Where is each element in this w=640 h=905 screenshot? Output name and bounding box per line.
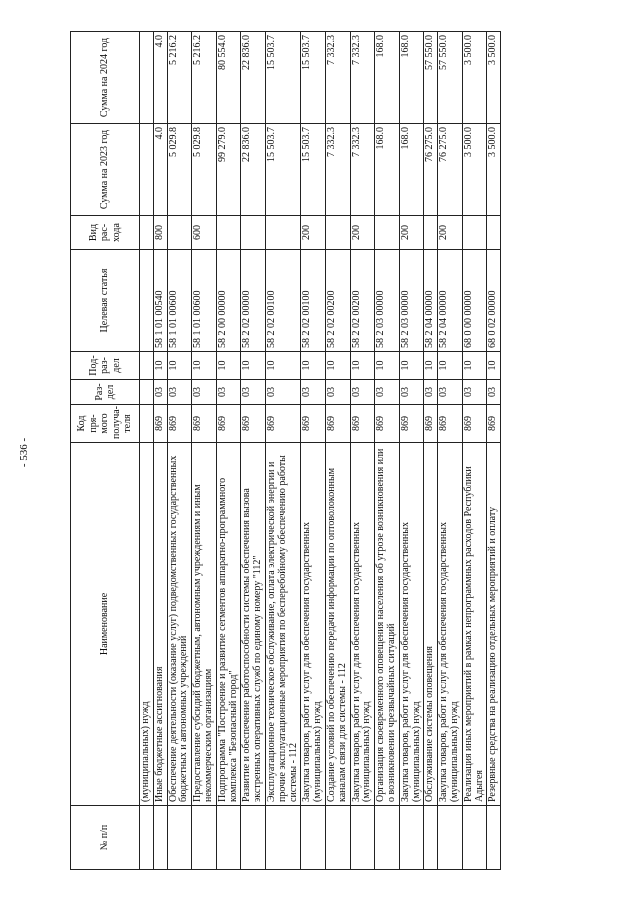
cell-cst: 58 2 02 00100 <box>265 250 300 352</box>
cell-razdel: 03 <box>167 380 192 405</box>
cell-sum-2024: 5 216.2 <box>167 32 192 124</box>
cell-sum-2023: 3 500.0 <box>487 124 501 216</box>
cell-sum-2023: 76 275.0 <box>424 124 438 216</box>
cell-cst: 58 1 01 00600 <box>167 250 192 352</box>
table-row <box>301 32 326 870</box>
header-num: № п/п <box>71 806 140 870</box>
cell-cst: 58 2 04 00000 <box>424 250 438 352</box>
cell-name: Закупка товаров, работ и услуг для обеспечения государственных (муниципальных) нужд <box>399 443 424 806</box>
table-row <box>140 32 154 870</box>
cell-razdel: 03 <box>462 380 487 405</box>
cell-vr <box>462 216 487 250</box>
cell-podrazdel: 10 <box>438 352 463 380</box>
cell-razdel: 03 <box>265 380 300 405</box>
cell-vr: 200 <box>350 216 375 250</box>
cell-cst: 58 2 02 00000 <box>241 250 266 352</box>
table-row <box>487 32 501 870</box>
budget-table <box>70 31 501 870</box>
cell-sum-2024: 7 332.3 <box>350 32 375 124</box>
cell-num <box>438 806 463 870</box>
cell-podrazdel: 10 <box>216 352 241 380</box>
cell-cst: 68 0 02 00000 <box>487 250 501 352</box>
cell-podrazdel: 10 <box>325 352 350 380</box>
cell-cst: 58 2 03 00000 <box>399 250 424 352</box>
cell-name: Обеспечение деятельности (оказание услуг) подведомственных государственных бюджетных и автономных учреждений <box>167 443 192 806</box>
cell-num <box>140 806 154 870</box>
cell-razdel: 03 <box>424 380 438 405</box>
cell-cst: 58 2 04 00000 <box>438 250 463 352</box>
header-cst: Целевая статья <box>71 250 140 352</box>
cell-kod <box>140 405 154 443</box>
cell-sum-2023: 22 836.0 <box>241 124 266 216</box>
cell-kod: 869 <box>241 405 266 443</box>
cell-name: (муниципальных) нужд <box>140 443 154 806</box>
cell-sum-2023: 15 503.7 <box>301 124 326 216</box>
cell-cst: 58 2 02 00200 <box>325 250 350 352</box>
cell-num <box>216 806 241 870</box>
cell-sum-2024: 168.0 <box>399 32 424 124</box>
cell-cst: 58 2 02 00100 <box>301 250 326 352</box>
cell-sum-2023: 15 503.7 <box>265 124 300 216</box>
cell-num <box>424 806 438 870</box>
cell-num <box>375 806 400 870</box>
table-row <box>399 32 424 870</box>
cell-razdel: 03 <box>301 380 326 405</box>
cell-sum-2023: 168.0 <box>375 124 400 216</box>
cell-cst: 58 1 01 00540 <box>153 250 167 352</box>
cell-kod: 869 <box>462 405 487 443</box>
cell-name: Подпрограмма "Построение и развитие сегментов аппаратно-программного комплекса "Безопасный город" <box>216 443 241 806</box>
cell-vr: 200 <box>438 216 463 250</box>
table-row <box>216 32 241 870</box>
cell-name: Эксплуатационное техническое обслуживание, оплата электрической энергии и прочие эксплуатационные мероприятия по бесперебойному обеспечению работы системы - 112 <box>265 443 300 806</box>
cell-razdel: 03 <box>438 380 463 405</box>
cell-podrazdel <box>140 352 154 380</box>
cell-vr <box>216 216 241 250</box>
cell-razdel: 03 <box>192 380 217 405</box>
cell-sum-2024: 15 503.7 <box>265 32 300 124</box>
cell-vr <box>375 216 400 250</box>
cell-podrazdel: 10 <box>375 352 400 380</box>
table-header-row <box>71 32 140 870</box>
cell-sum-2024: 7 332.3 <box>325 32 350 124</box>
cell-sum-2024: 168.0 <box>375 32 400 124</box>
header-vr: Вид рас- хода <box>71 216 140 250</box>
cell-num <box>301 806 326 870</box>
cell-name: Организация своевременного оповещения населения об угрозе возникновения или о возникновении чрезвычайных ситуаций <box>375 443 400 806</box>
cell-podrazdel: 10 <box>424 352 438 380</box>
table-row <box>462 32 487 870</box>
cell-podrazdel: 10 <box>167 352 192 380</box>
cell-cst: 68 0 00 00000 <box>462 250 487 352</box>
cell-name: Резервные средства на реализацию отдельных мероприятий и оплату <box>487 443 501 806</box>
cell-podrazdel: 10 <box>301 352 326 380</box>
cell-vr <box>265 216 300 250</box>
cell-name: Создание условий по обеспечению передачи информации по оптоволоконным каналам связи для системы - 112 <box>325 443 350 806</box>
cell-podrazdel: 10 <box>192 352 217 380</box>
cell-num <box>350 806 375 870</box>
cell-kod: 869 <box>216 405 241 443</box>
cell-podrazdel: 10 <box>153 352 167 380</box>
table-row <box>325 32 350 870</box>
cell-kod: 869 <box>438 405 463 443</box>
cell-vr <box>325 216 350 250</box>
cell-num <box>399 806 424 870</box>
table-row <box>424 32 438 870</box>
cell-kod: 869 <box>399 405 424 443</box>
cell-num <box>325 806 350 870</box>
cell-podrazdel: 10 <box>399 352 424 380</box>
cell-sum-2024: 15 503.7 <box>301 32 326 124</box>
cell-podrazdel: 10 <box>265 352 300 380</box>
cell-sum-2024: 3 500.0 <box>462 32 487 124</box>
cell-num <box>192 806 217 870</box>
cell-sum-2023: 168.0 <box>399 124 424 216</box>
cell-num <box>153 806 167 870</box>
cell-num <box>487 806 501 870</box>
table-body <box>140 32 501 870</box>
cell-podrazdel: 10 <box>462 352 487 380</box>
cell-vr <box>140 216 154 250</box>
header-podrazdel: Под- раз- дел <box>71 352 140 380</box>
cell-cst: 58 2 02 00200 <box>350 250 375 352</box>
cell-num <box>462 806 487 870</box>
cell-sum-2023: 76 275.0 <box>438 124 463 216</box>
table-row <box>192 32 217 870</box>
cell-sum-2024: 80 554.0 <box>216 32 241 124</box>
cell-podrazdel: 10 <box>487 352 501 380</box>
cell-kod: 869 <box>325 405 350 443</box>
table-row <box>265 32 300 870</box>
header-razdel: Раз- дел <box>71 380 140 405</box>
cell-kod: 869 <box>424 405 438 443</box>
cell-sum-2023: 99 279.0 <box>216 124 241 216</box>
table-row <box>167 32 192 870</box>
cell-num <box>241 806 266 870</box>
cell-sum-2023: 7 332.3 <box>350 124 375 216</box>
cell-name: Реализация иных мероприятий в рамках непрограммных расходов Республики Адыгея <box>462 443 487 806</box>
cell-sum-2024: 3 500.0 <box>487 32 501 124</box>
cell-name: Обслуживание системы оповещения <box>424 443 438 806</box>
cell-razdel: 03 <box>325 380 350 405</box>
cell-razdel: 03 <box>241 380 266 405</box>
cell-vr: 800 <box>153 216 167 250</box>
header-kod: Код пря- мого получа- теля <box>71 405 140 443</box>
cell-vr <box>241 216 266 250</box>
cell-razdel: 03 <box>153 380 167 405</box>
table-row <box>153 32 167 870</box>
cell-name: Развитие и обеспечение работоспособности системы обеспечения вызова экстренных оперативных служб по единому номеру "112" <box>241 443 266 806</box>
cell-sum-2023: 3 500.0 <box>462 124 487 216</box>
cell-sum-2024: 4.0 <box>153 32 167 124</box>
cell-kod: 869 <box>301 405 326 443</box>
cell-razdel: 03 <box>487 380 501 405</box>
cell-sum-2023: 7 332.3 <box>325 124 350 216</box>
cell-cst: 58 2 03 00000 <box>375 250 400 352</box>
cell-cst: 58 2 00 00000 <box>216 250 241 352</box>
cell-cst <box>140 250 154 352</box>
cell-razdel: 03 <box>399 380 424 405</box>
cell-sum-2023: 5 029.8 <box>167 124 192 216</box>
cell-kod: 869 <box>153 405 167 443</box>
cell-name: Иные бюджетные ассигнования <box>153 443 167 806</box>
cell-sum-2024: 57 550.0 <box>438 32 463 124</box>
cell-kod: 869 <box>192 405 217 443</box>
cell-razdel: 03 <box>216 380 241 405</box>
cell-razdel <box>140 380 154 405</box>
cell-sum-2023: 4.0 <box>153 124 167 216</box>
header-sum-2024: Сумма на 2024 год <box>71 32 140 124</box>
table-row <box>375 32 400 870</box>
header-name: Наименование <box>71 443 140 806</box>
cell-num <box>265 806 300 870</box>
cell-podrazdel: 10 <box>241 352 266 380</box>
table-row <box>438 32 463 870</box>
cell-name: Закупка товаров, работ и услуг для обеспечения государственных (муниципальных) нужд <box>301 443 326 806</box>
cell-kod: 869 <box>167 405 192 443</box>
cell-sum-2024: 57 550.0 <box>424 32 438 124</box>
cell-sum-2024: 5 216.2 <box>192 32 217 124</box>
header-sum-2023: Сумма на 2023 год <box>71 124 140 216</box>
cell-name: Закупка товаров, работ и услуг для обеспечения государственных (муниципальных) нужд <box>350 443 375 806</box>
cell-sum-2024 <box>140 32 154 124</box>
cell-razdel: 03 <box>375 380 400 405</box>
cell-vr <box>487 216 501 250</box>
cell-vr <box>424 216 438 250</box>
cell-name: Закупка товаров, работ и услуг для обеспечения государственных (муниципальных) нужд <box>438 443 463 806</box>
cell-kod: 869 <box>265 405 300 443</box>
cell-vr: 200 <box>399 216 424 250</box>
cell-name: Предоставление субсидий бюджетным, автономным учреждениям и иным некоммерческим организациям <box>192 443 217 806</box>
table-row <box>350 32 375 870</box>
cell-sum-2023: 5 029.8 <box>192 124 217 216</box>
cell-sum-2024: 22 836.0 <box>241 32 266 124</box>
table-row <box>241 32 266 870</box>
cell-kod: 869 <box>350 405 375 443</box>
cell-kod: 869 <box>375 405 400 443</box>
page-number: - 536 - <box>18 437 30 468</box>
cell-podrazdel: 10 <box>350 352 375 380</box>
cell-vr: 600 <box>192 216 217 250</box>
cell-vr <box>167 216 192 250</box>
cell-vr: 200 <box>301 216 326 250</box>
cell-razdel: 03 <box>350 380 375 405</box>
cell-sum-2023 <box>140 124 154 216</box>
cell-num <box>167 806 192 870</box>
cell-cst: 58 1 01 00600 <box>192 250 217 352</box>
cell-kod: 869 <box>487 405 501 443</box>
